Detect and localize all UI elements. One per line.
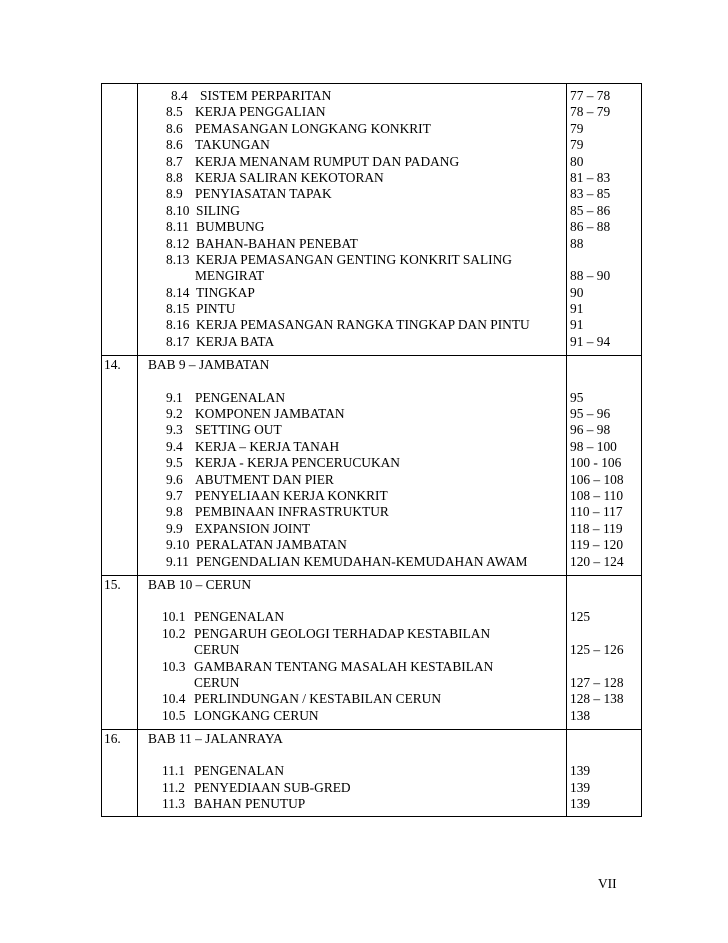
entry-pages: 139 [570,796,591,812]
toc-section [101,83,642,356]
entry-title: PENGENALAN [195,389,286,405]
entry-title: GAMBARAN TENTANG MASALAH KESTABILAN [194,658,494,674]
entry-title: KERJA PEMASANGAN GENTING KONKRIT SALING [196,251,512,267]
entry-title-continued: CERUN [194,674,240,690]
entry-pages: 110 – 117 [570,504,623,520]
toc-row [102,554,641,570]
toc-row [102,203,641,219]
entry-number: 9.1 [166,389,183,405]
entry-pages: 125 [570,609,591,625]
entry-pages: 78 – 79 [570,104,611,120]
entry-pages: 125 – 126 [570,642,624,658]
entry-number: 8.15 [166,301,190,317]
entry-pages: 85 – 86 [570,202,611,218]
entry-title: BUMBUNG [196,219,265,235]
entry-number: 8.12 [166,235,190,251]
toc-section [101,356,642,576]
toc-row [102,317,641,333]
entry-title: EXPANSION JOINT [195,520,311,536]
toc-row [102,121,641,137]
entry-pages: 91 [570,317,584,333]
entry-pages: 91 [570,301,584,317]
entry-pages: 127 – 128 [570,674,624,690]
entry-title: PENYIASATAN TAPAK [195,186,332,202]
toc-row [102,659,641,675]
entry-title: KERJA – KERJA TANAH [195,438,340,454]
entry-pages: 86 – 88 [570,219,611,235]
table-of-contents [101,83,642,817]
toc-row [102,390,641,406]
toc-row-continued [102,675,641,691]
entry-pages: 118 – 119 [570,520,623,536]
toc-row [102,137,641,153]
entry-title: KERJA - KERJA PENCERUCUKAN [195,455,400,471]
entry-number: 8.10 [166,202,190,218]
entry-number: 8.17 [166,333,190,349]
entry-pages: 79 [570,120,584,136]
entry-number: 9.11 [166,553,189,569]
entry-number: 8.7 [166,153,183,169]
entry-pages: 83 – 85 [570,186,611,202]
toc-row [102,154,641,170]
toc-row [102,472,641,488]
entry-title: LONGKANG CERUN [194,707,319,723]
entry-number: 9.3 [166,422,183,438]
entry-pages: 91 – 94 [570,333,611,349]
entry-title: PEMBINAAN INFRASTRUKTUR [195,504,389,520]
section-heading-row [102,731,641,747]
toc-row [102,104,641,120]
entry-pages: 88 [570,235,584,251]
entry-number: 8.5 [166,104,183,120]
toc-section [101,730,642,817]
entry-pages: 119 – 120 [570,537,624,553]
section-heading-row [102,577,641,593]
entry-title: BAHAN-BAHAN PENEBAT [196,235,358,251]
entry-pages: 95 [570,389,584,405]
toc-row [102,455,641,471]
toc-row [102,488,641,504]
toc-row [102,796,641,812]
entry-number: 8.6 [166,120,183,136]
section-number: 15. [104,576,121,592]
toc-row [102,763,641,779]
entry-title: TAKUNGAN [195,137,270,153]
toc-row [102,334,641,350]
entry-pages: 106 – 108 [570,471,624,487]
toc-row [102,186,641,202]
entry-pages: 108 – 110 [570,487,624,503]
section-heading: BAB 9 – JAMBATAN [148,357,270,373]
entry-pages: 128 – 138 [570,691,624,707]
toc-row [102,521,641,537]
entry-number: 8.11 [166,219,189,235]
entry-pages: 81 – 83 [570,169,611,185]
entry-number: 11.2 [162,779,185,795]
entry-title: KERJA PENGGALIAN [195,104,326,120]
entry-title: KERJA MENANAM RUMPUT DAN PADANG [195,153,460,169]
entry-pages: 98 – 100 [570,438,617,454]
toc-row [102,504,641,520]
entry-pages: 139 [570,763,591,779]
entry-pages: 100 - 106 [570,455,622,471]
entry-number: 8.14 [166,284,190,300]
entry-number: 10.5 [162,707,186,723]
toc-row [102,301,641,317]
entry-number: 10.4 [162,691,186,707]
entry-pages: 96 – 98 [570,422,611,438]
section-heading: BAB 10 – CERUN [148,576,252,592]
toc-row-continued [102,268,641,284]
entry-number: 9.4 [166,438,183,454]
entry-title: PENGENALAN [194,609,285,625]
toc-row [102,691,641,707]
toc-row [102,219,641,235]
entry-title: PENGENDALIAN KEMUDAHAN-KEMUDAHAN AWAM [196,553,528,569]
entry-number: 9.7 [166,487,183,503]
toc-row [102,88,641,104]
toc-row [102,422,641,438]
entry-title: SETTING OUT [195,422,282,438]
entry-number: 8.8 [166,169,183,185]
toc-section [101,576,642,730]
entry-title: SISTEM PERPARITAN [200,88,332,103]
toc-row [102,170,641,186]
entry-number: 8.9 [166,186,183,202]
entry-number: 8.4 [171,88,188,103]
entry-title: KERJA BATA [196,333,275,349]
section-number: 16. [104,731,121,747]
section-heading: BAB 11 – JALANRAYA [148,731,283,747]
section-heading-row [102,357,641,373]
entry-pages: 139 [570,779,591,795]
toc-row [102,626,641,642]
toc-row [102,285,641,301]
toc-row [102,609,641,625]
entry-number: 9.10 [166,537,190,553]
entry-number: 8.13 [166,251,190,267]
entry-title: PERLINDUNGAN / KESTABILAN CERUN [194,691,442,707]
entry-title: PENYEDIAAN SUB-GRED [194,779,351,795]
entry-pages: 138 [570,707,591,723]
entry-pages: 80 [570,153,584,169]
entry-pages: 90 [570,284,584,300]
entry-number: 10.3 [162,658,186,674]
entry-number: 9.6 [166,471,183,487]
entry-title: PENYELIAAN KERJA KONKRIT [195,487,388,503]
entry-pages: 79 [570,137,584,153]
entry-title-continued: MENGIRAT [195,268,265,284]
entry-title: KERJA SALIRAN KEKOTORAN [195,169,384,185]
entry-number: 9.9 [166,520,183,536]
entry-number: 10.2 [162,625,186,641]
toc-row [102,708,641,724]
entry-title: BAHAN PENUTUP [194,796,306,812]
entry-number: 9.5 [166,455,183,471]
toc-row [102,406,641,422]
entry-number: 8.6 [166,137,183,153]
entry-number: 8.16 [166,317,190,333]
entry-number: 9.8 [166,504,183,520]
toc-row [102,252,641,268]
toc-row [102,439,641,455]
entry-pages: 88 – 90 [570,268,611,284]
entry-pages: 120 – 124 [570,553,624,569]
toc-row [102,236,641,252]
entry-title: ABUTMENT DAN PIER [195,471,334,487]
entry-number: 11.3 [162,796,185,812]
entry-title: KERJA PEMASANGAN RANGKA TINGKAP DAN PINTU [196,317,530,333]
page-number: VII [598,876,617,891]
entry-title: PERALATAN JAMBATAN [196,537,347,553]
entry-pages: 77 – 78 [570,88,611,103]
toc-row [102,537,641,553]
entry-title: SILING [196,202,240,218]
toc-row-continued [102,642,641,658]
entry-title: PENGARUH GEOLOGI TERHADAP KESTABILAN [194,625,491,641]
entry-number: 10.1 [162,609,186,625]
section-number: 14. [104,357,121,373]
entry-title: TINGKAP [196,284,255,300]
entry-title: PENGENALAN [194,763,285,779]
entry-number: 9.2 [166,406,183,422]
entry-title: PINTU [196,301,236,317]
entry-title: PEMASANGAN LONGKANG KONKRIT [195,120,431,136]
entry-title: KOMPONEN JAMBATAN [195,406,345,422]
toc-row [102,780,641,796]
entry-pages: 95 – 96 [570,406,611,422]
entry-title-continued: CERUN [194,642,240,658]
entry-number: 11.1 [162,763,185,779]
